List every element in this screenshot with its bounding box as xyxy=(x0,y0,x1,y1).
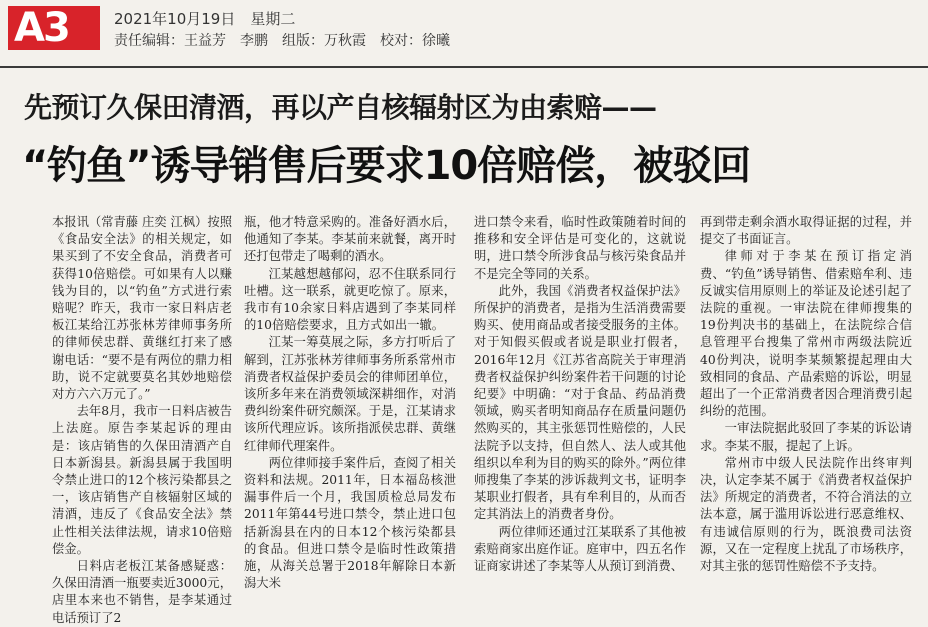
paragraph: 进口禁令来看，临时性政策随着时间的推移和安全评估是可变化的，这就说明，进口禁令所涉食品与核污染食品并不是完全等同的关系。 xyxy=(474,215,686,281)
issue-date: 2021年10月19日 星期二 xyxy=(114,10,296,28)
paragraph: 两位律师还通过江某联系了其他被索赔商家出庭作证。庭审中，四五名作证商家讲述了李某等人从预订到消费、 xyxy=(474,524,686,574)
paragraph: 常州市中级人民法院作出终审判决，认定李某不属于《消费者权益保护法》所规定的消费者，不符合消法的立法本意，属于滥用诉讼进行恶意维权、有违诚信原则的行为，既浪费司法资源，又在一定程度上扰乱了市场秩序，对其主张的惩罚性赔偿不予支持。 xyxy=(700,455,912,574)
article-headline: “钓鱼”诱导销售后要求10倍赔偿，被驳回 xyxy=(22,143,751,189)
editor-credits: 责任编辑：王益芳 李鹏 组版：万秋霞 校对：徐曦 xyxy=(114,33,450,49)
paragraph: 江某一筹莫展之际，多方打听后了解到，江苏张林芳律师事务所系常州市消费者权益保护委员会的律师团单位，该所多年来在消费领域深耕细作，对消费纠纷案件研究颇深。于是，江某请求该所代理应诉。该所指派侯忠群、黄继红律师代理案件。 xyxy=(244,335,456,453)
article-column-3 xyxy=(474,214,686,574)
paragraph: 两位律师接手案件后，查阅了相关资料和法规。2011年，日本福岛核泄漏事件后一个月，我国质检总局发布2011年第44号进口禁令，禁止进口包括新潟县在内的日本12个核污染都县的食品。但进口禁令是临时性政策措施，从海关总署于2018年解除日本新潟大米 xyxy=(244,455,456,591)
article-column-4 xyxy=(700,214,912,574)
paragraph: 此外，我国《消费者权益保护法》所保护的消费者，是指为生活消费需要购买、使用商品或者接受服务的主体。对于知假买假或者说是职业打假者，2016年12月《江苏省高院关于审理消费者权益保护纠纷案件若干问题的讨论纪要》中明确：“对于食品、药品消费领域，购买者明知商品存在质量问题仍然购买的，其主张惩罚性赔偿的，人民法院予以支持，但自然人、法人或其他组织以牟利为目的购买的除外。”两位律师搜集了李某的涉诉裁判文书，证明李某职业打假者，具有牟利目的，从而否定其消法上的消费者身份。 xyxy=(474,283,686,522)
paragraph: 一审法院据此驳回了李某的诉讼请求。李某不服，提起了上诉。 xyxy=(700,421,912,453)
article-column-2 xyxy=(244,214,456,591)
header-divider xyxy=(0,66,928,68)
page-number-badge: A3 xyxy=(8,6,100,50)
paragraph: 日料店老板江某备感疑惑：久保田清酒一瓶要卖近3000元，店里本来也不销售，是李某通过电话预订了2 xyxy=(52,559,232,625)
article-kicker: 先预订久保田清酒，再以产自核辐射区为由索赔—— xyxy=(24,91,657,124)
paragraph: 本报讯（常青藤 庄奕 江枫）按照《食品安全法》的相关规定，如果买到了不安全食品，消费者可获得10倍赔偿。可如果有人以赚钱为目的，以“钓鱼”方式进行索赔呢？昨天，我市一家日料店老板江某给江苏张林芳律师事务所的律师侯忠群、黄继红打来了感谢电话：“要不是有两位的鼎力相助，说不定就要莫名其妙地赔偿对方六六万元了。” xyxy=(52,215,232,402)
paragraph: 江某越想越郁闷，忍不住联系同行吐槽。这一联系，就更吃惊了。原来，我市有10余家日料店遇到了李某同样的10倍赔偿要求，且方式如出一辙。 xyxy=(244,266,456,333)
article-column-1 xyxy=(52,214,232,625)
paragraph: 再到带走剩余酒水取得证据的过程，并提交了书面证言。 xyxy=(700,215,912,247)
paragraph: 律师对于李某在预订指定消费、“钓鱼”诱导销售、借索赔牟利、违反诚实信用原则上的举证及论述引起了法院的重视。一审法院在律师搜集的19份判决书的基础上，在法院综合信息管理平台搜集了常州市两级法院近40份判决，说明李某频繁提起理由大致相同的食品、产品索赔的诉讼，明显超出了一个正常消费者因合理消费引起纠纷的范围。 xyxy=(700,249,912,419)
paragraph: 瓶，他才特意采购的。准备好酒水后，他通知了李某。李某前来就餐，离开时还打包带走了喝剩的酒水。 xyxy=(244,215,456,264)
paragraph: 去年8月，我市一日料店被告上法庭。原告李某起诉的理由是：该店销售的久保田清酒产自日本新潟县。新潟县属于我国明令禁止进口的12个核污染都县之一，该店销售产自核辐射区域的清酒，违反了《食品安全法》禁止性相关法律法规，请求10倍赔偿金。 xyxy=(52,404,232,556)
